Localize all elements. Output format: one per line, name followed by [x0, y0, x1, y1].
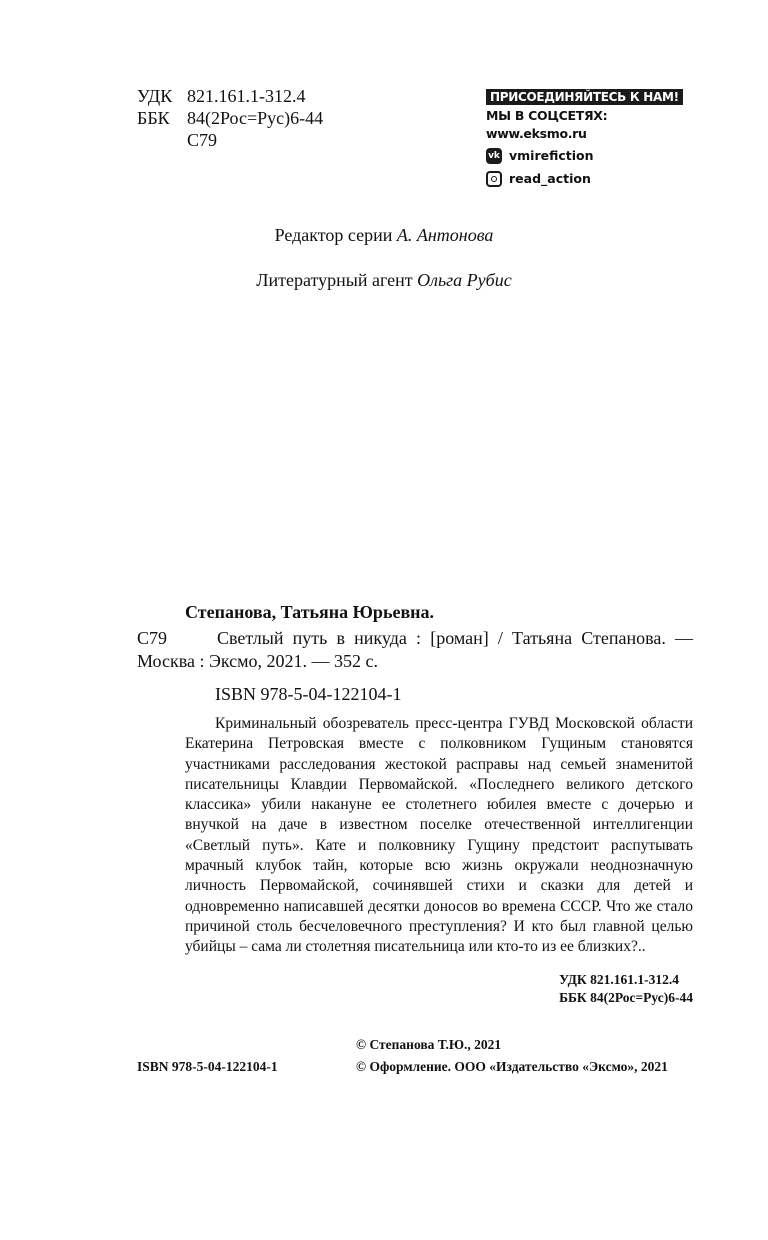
footer-udk: УДК 821.161.1-312.4 [559, 972, 679, 987]
vk-row[interactable] [486, 144, 696, 167]
author-code-row [137, 130, 323, 152]
udk-label: УДК [137, 86, 173, 106]
footer-indices [559, 971, 693, 1007]
bbk-value: 84(2Рос=Рус)6-44 [187, 108, 324, 128]
vk-icon: vk [486, 148, 502, 164]
bib-description: Светлый путь в никуда : [роман] / Татьяна Степанова. — Москва : Эксмо, 2021. — 352 с. [137, 628, 693, 671]
agent-label: Литературный агент [256, 270, 413, 290]
copyright-design: © Оформление. ООО «Издательство «Эксмо», 2021 [356, 1059, 668, 1074]
social-banner: ПРИСОЕДИНЯЙТЕСЬ К НАМ! [486, 89, 683, 105]
classification-block [137, 86, 323, 152]
annotation-text: Криминальный обозреватель пресс-центра ГУВД Московской области Екатерина Петровская вместе с полковником Гущиным становятся участниками расследования жестокой расправы над семьей знаменитой писательницы Клавдии Первомайской. «Последнего великого детского классика» убили накануне ее столетнего юбилея вместе с дочерью и внучкой на даче в известном поселке отечественной интеллигенции «Светлый путь». Кате и полковнику Гущину предстоит распутывать мрачный клубок тайн, которые всю жизнь окружали неоднозначную личность Первомайской, сочинявшей стихи и сказки для детей и одновременно написавшей десятки доносов во времена СССР. Что же стало причиной столь бесчеловечного преступления? И кто был главной целью убийцы – сама ли столетняя писательница или кто-то из ее близких?.. [185, 715, 693, 956]
instagram-icon [486, 171, 502, 187]
agent-name: Ольга Рубис [417, 270, 512, 290]
author-code: С79 [187, 130, 218, 150]
udk-value: 821.161.1-312.4 [187, 86, 306, 106]
social-subtitle: МЫ В СОЦСЕТЯХ: [486, 108, 608, 123]
vk-handle[interactable]: vmirefiction [509, 148, 594, 163]
editor-label: Редактор серии [274, 225, 393, 245]
bbk-label: ББК [137, 108, 170, 128]
bbk-row [137, 108, 323, 130]
bib-entry [137, 627, 693, 673]
footer-bbk: ББК 84(2Рос=Рус)6-44 [559, 990, 693, 1005]
bib-isbn: ISBN 978-5-04-122104-1 [215, 684, 402, 704]
bib-code: С79 [137, 628, 168, 648]
copyright-author: © Степанова Т.Ю., 2021 [356, 1037, 502, 1052]
agent-credit [0, 270, 768, 291]
instagram-row[interactable] [486, 167, 696, 190]
social-block [486, 89, 696, 190]
editor-name: А. Антонова [396, 225, 494, 245]
website-link[interactable]: www.eksmo.ru [486, 126, 587, 141]
bib-author: Степанова, Татьяна Юрьевна. [185, 602, 435, 622]
copyright-block [356, 1034, 668, 1078]
udk-row [137, 86, 323, 108]
editor-credit [0, 225, 768, 246]
footer-isbn: ISBN 978-5-04-122104-1 [137, 1059, 278, 1074]
instagram-handle[interactable]: read_action [509, 171, 591, 186]
